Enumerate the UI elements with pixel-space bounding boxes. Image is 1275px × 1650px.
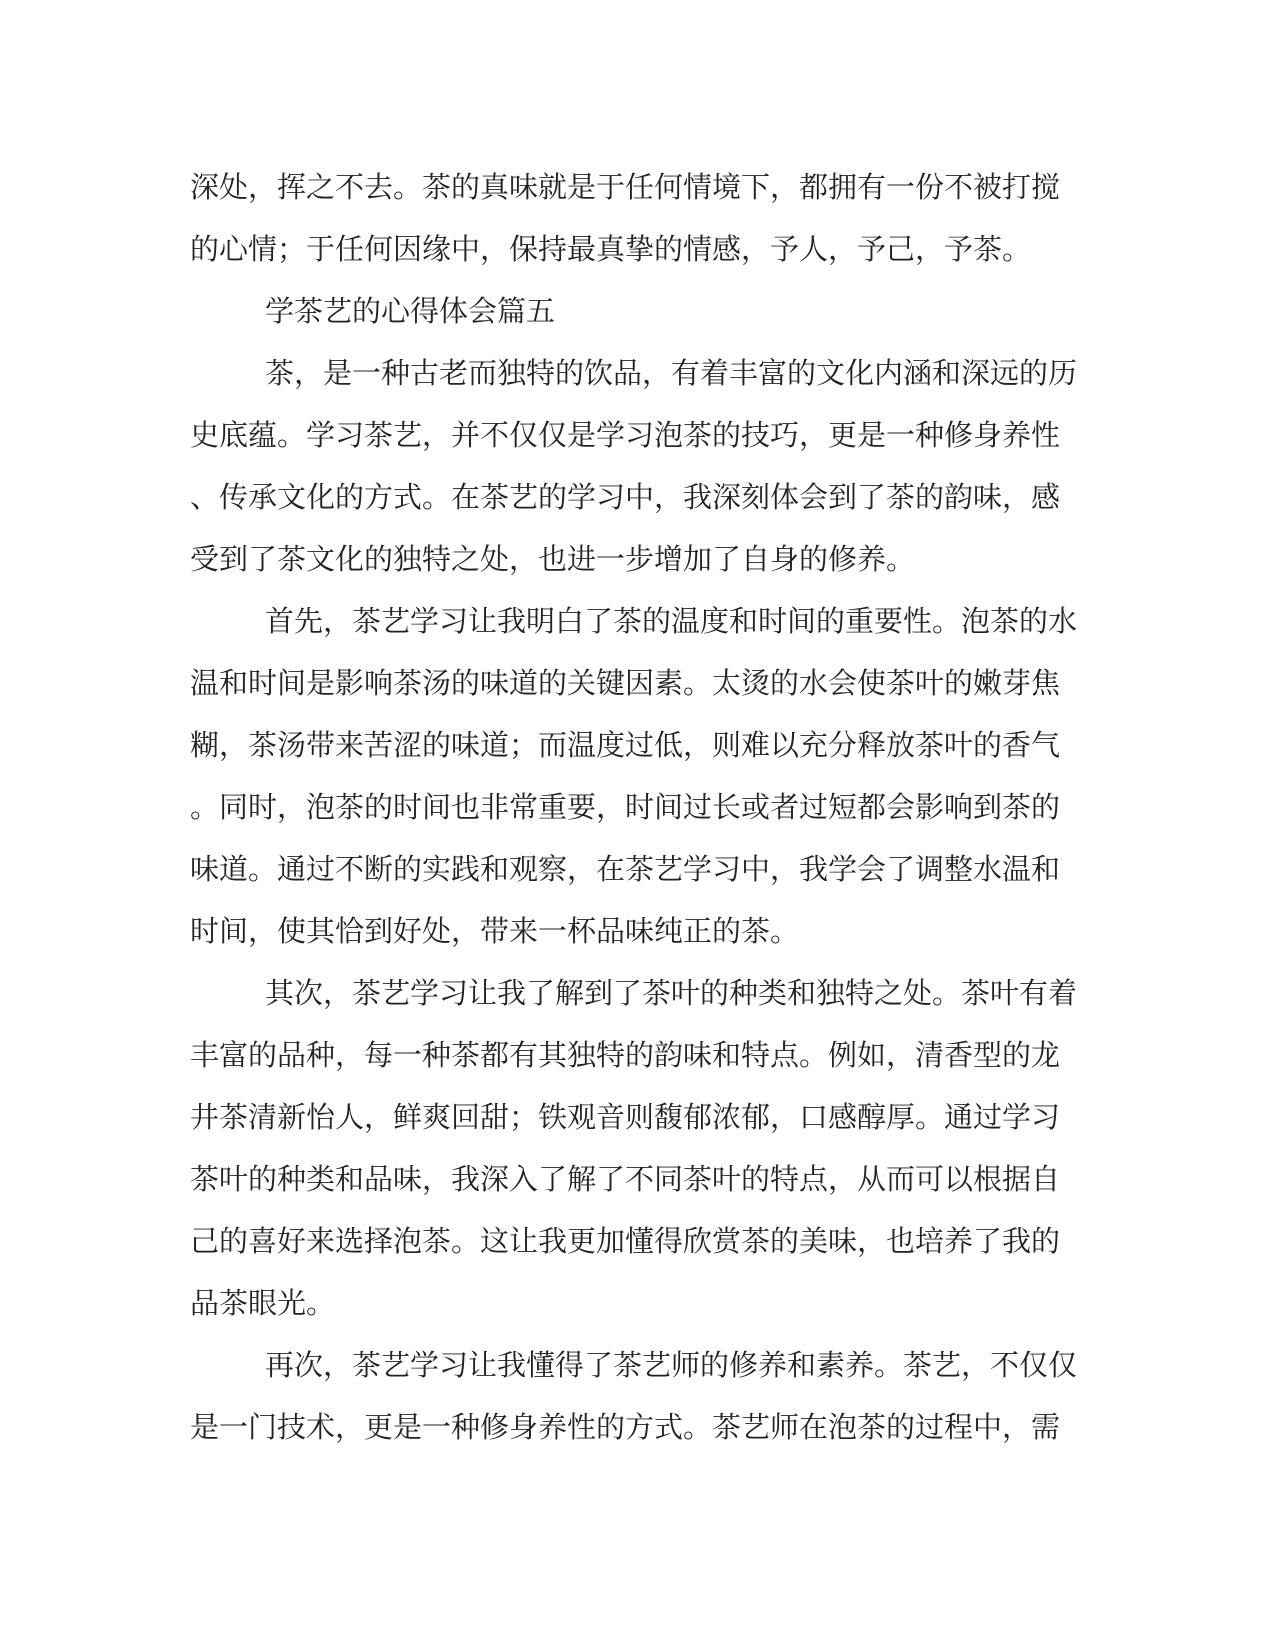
body-text: [190, 156, 1080, 1458]
text-line: 茶，是一种古老而独特的饮品，有着丰富的文化内涵和深远的历: [265, 356, 1078, 390]
text-line: 己的喜好来选择泡茶。这让我更加懂得欣赏茶的美味，也培养了我的: [190, 1224, 1061, 1258]
text-line: 井茶清新怡人，鲜爽回甜；铁观音则馥郁浓郁，口感醇厚。通过学习: [190, 1100, 1061, 1134]
text-line: 温和时间是影响茶汤的味道的关键因素。太烫的水会使茶叶的嫩芽焦: [190, 666, 1061, 700]
text-line: 再次，茶艺学习让我懂得了茶艺师的修养和素养。茶艺，不仅仅: [265, 1348, 1078, 1382]
text-line: 品茶眼光。: [190, 1286, 336, 1320]
text-line: 深处，挥之不去。茶的真味就是于任何情境下，都拥有一份不被打搅: [190, 170, 1061, 204]
text-line: 的心情；于任何因缘中，保持最真挚的情感，予人，予己，予茶。: [190, 232, 1032, 266]
section-heading: 学茶艺的心得体会篇五: [265, 294, 556, 328]
text-line: 受到了茶文化的独特之处，也进一步增加了自身的修养。: [190, 542, 916, 576]
text-line: 丰富的品种，每一种茶都有其独特的韵味和特点。例如，清香型的龙: [190, 1038, 1061, 1072]
text-line: 首先，茶艺学习让我明白了茶的温度和时间的重要性。泡茶的水: [265, 604, 1078, 638]
text-line: 史底蕴。学习茶艺，并不仅仅是学习泡茶的技巧，更是一种修身养性: [190, 418, 1061, 452]
text-line: 其次，茶艺学习让我了解到了茶叶的种类和独特之处。茶叶有着: [265, 976, 1078, 1010]
text-line: 时间，使其恰到好处，带来一杯品味纯正的茶。: [190, 914, 800, 948]
text-line: 。同时，泡茶的时间也非常重要，时间过长或者过短都会影响到茶的: [190, 790, 1061, 824]
text-line: 味道。通过不断的实践和观察，在茶艺学习中，我学会了调整水温和: [190, 852, 1061, 886]
text-line: 茶叶的种类和品味，我深入了解了不同茶叶的特点，从而可以根据自: [190, 1162, 1061, 1196]
text-line: 是一门技术，更是一种修身养性的方式。茶艺师在泡茶的过程中，需: [190, 1410, 1061, 1444]
text-line: 、传承文化的方式。在茶艺的学习中，我深刻体会到了茶的韵味，感: [190, 480, 1061, 514]
text-line: 糊，茶汤带来苦涩的味道；而温度过低，则难以充分释放茶叶的香气: [190, 728, 1061, 762]
